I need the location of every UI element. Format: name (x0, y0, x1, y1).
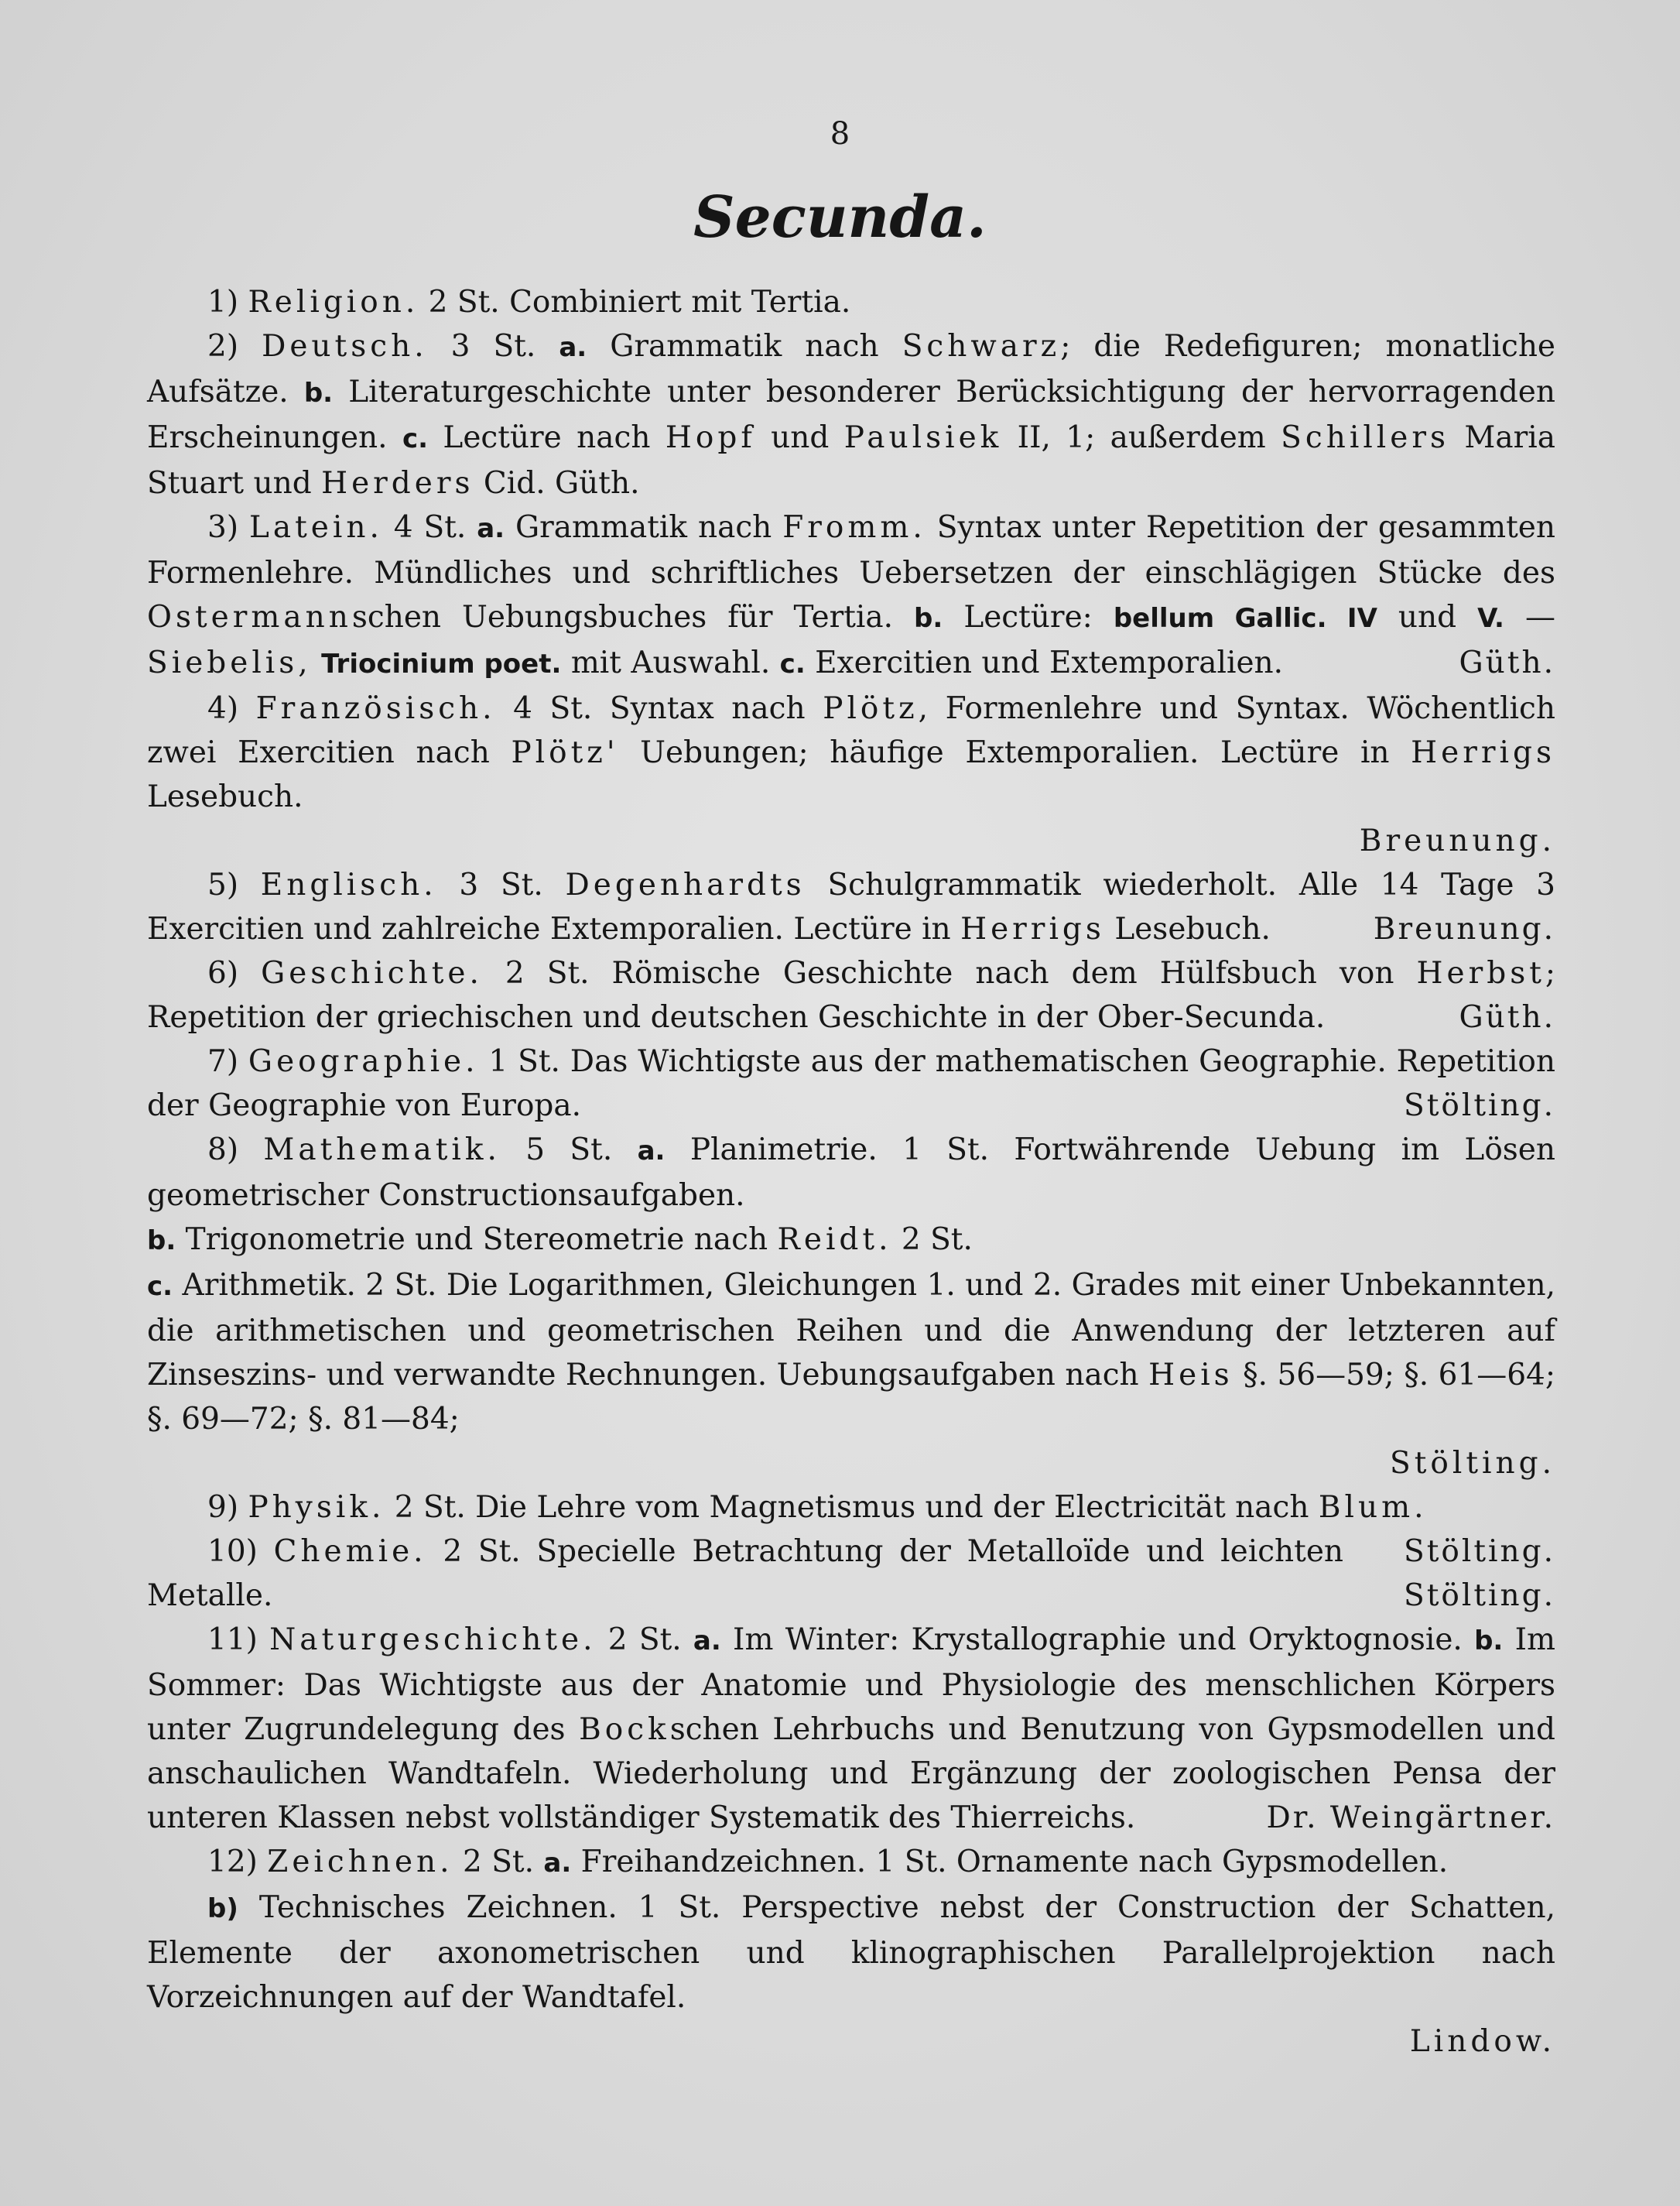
subject-name: Chemie. (273, 1534, 427, 1569)
item-marker: a. (559, 332, 587, 363)
curriculum-body (147, 280, 1555, 2064)
teacher-name: Stölting. (1390, 1446, 1555, 1481)
author-name: Hopf (665, 420, 756, 455)
section-number: 3) (207, 510, 239, 545)
subject-name: Geschichte. (261, 956, 483, 991)
section-text: Das Wichtigste aus der mathematischen Geographie. Repetition der Geographie von Europa. (147, 1044, 1556, 1123)
section-mathematik-b (147, 1218, 1555, 1263)
teacher-name: Breunung. (1359, 824, 1555, 858)
item-marker: a. (693, 1625, 721, 1656)
subject-name: Englisch. (260, 868, 437, 903)
author-name: Herrigs (960, 912, 1105, 947)
section-text: Literaturgeschichte unter besonderer Berücksichtigung der hervorragenden Erscheinungen. (147, 375, 1555, 455)
section-text: schen Lehrbuchs und Benutzung von Gypsmodellen und anschaulichen Wandtafeln. Wiederholung und Ergänzung der zoologischen Pensa der unteren Klassen nebst vollständiger Systematik des Thierreichs. (147, 1712, 1555, 1835)
section-number: 12) (207, 1845, 258, 1879)
teacher-name: Breunung. (1373, 912, 1555, 947)
latin-title: V. (1477, 603, 1504, 634)
section-text: Exercitien und Extemporalien. (815, 646, 1284, 680)
section-text: Im Sommer: Das Wichtigste aus der Anatomie und Physiologie des menschlichen Körpers unter Zugrundelegung des (147, 1622, 1556, 1747)
author-name: Plötz' (511, 735, 619, 770)
section-naturgeschichte (147, 1618, 1555, 1840)
item-marker: b. (147, 1225, 176, 1256)
section-number: 8) (207, 1132, 239, 1167)
section-text: 2 St. Specielle Betrachtung der Metalloïde und leichten Metalle. (147, 1534, 1344, 1613)
section-text: Uebungen; häufige Extemporalien. Lectüre in (640, 735, 1390, 770)
section-latein (147, 505, 1555, 687)
section-text: Syntax unter Repetition der gesammten Formenlehre. Mündliches und schriftliches Uebersetzen der einschlägigen Stücke des (147, 510, 1555, 591)
author-name: Herbst (1416, 956, 1545, 991)
section-text: Syntax nach (609, 691, 806, 726)
section-text: Trigonometrie und Stereometrie nach (185, 1222, 768, 1257)
section-text: ; Repetition der griechischen und deutschen Geschichte in der Ober-Secunda. (147, 956, 1556, 1035)
section-text: Planimetrie. 1 St. Fortwährende Uebung im Lösen geometrischer Constructionsaufgaben. (147, 1132, 1556, 1213)
item-marker: a. (637, 1136, 665, 1166)
section-text: mit Auswahl. (570, 646, 771, 680)
section-text: Maria Stuart und (147, 420, 1555, 501)
author-name: Fromm. (782, 510, 926, 545)
section-mathematik-c (147, 1263, 1555, 1441)
item-marker: b. (303, 378, 334, 409)
section-hours: 2 St. (607, 1622, 682, 1657)
teacher-name: Stölting. (1404, 1534, 1555, 1569)
section-text: II, 1; außerdem (1017, 420, 1266, 455)
author-name: Schwarz (902, 329, 1061, 364)
section-hours: 2 St. (505, 956, 590, 991)
teacher-name: Güth. (1459, 1000, 1555, 1035)
section-number: 6) (207, 956, 239, 991)
item-marker: a. (477, 513, 505, 544)
section-text: Lesebuch. (1114, 912, 1271, 947)
teacher-name: Lindow. (1409, 2024, 1555, 2059)
teacher-name: Stölting. (1404, 1088, 1555, 1123)
section-text: Arithmetik. 2 St. Die Logarithmen, Gleichungen 1. und 2. Grades mit einer Unbekannten, die arithmetischen und geometrischen Reihen und die Anwendung der letzteren auf Zinseszins- und verwandte Rechnungen. Uebungsaufgaben nach (147, 1268, 1556, 1392)
section-text: Technisches Zeichnen. 1 St. Perspective nebst der Construction der Schatten, Elemente der axonometrischen und klinographischen Parallelprojektion nach Vorzeichnungen auf der Wandtafel. (147, 1890, 1555, 2015)
latin-title: bellum Gallic. IV (1113, 603, 1377, 634)
section-text: Grammatik nach (515, 510, 772, 545)
subject-name: Naturgeschichte. (269, 1622, 597, 1657)
teacher-name: Güth. (1459, 646, 1555, 680)
item-marker: b. (1474, 1625, 1504, 1656)
teacher-name: Güth. (555, 466, 640, 501)
section-number: 11) (207, 1622, 258, 1657)
section-englisch (147, 863, 1555, 951)
subject-name: Latein. (248, 510, 383, 545)
section-text: und (1398, 600, 1457, 635)
section-hours: 4 St. (393, 510, 467, 545)
section-mathematik (147, 1128, 1555, 1218)
section-hours: 3 St. (450, 329, 536, 364)
section-number: 9) (207, 1490, 239, 1525)
subject-name: Geographie. (248, 1044, 479, 1079)
section-text: Schulgrammatik wiederholt. Alle 14 Tage 3 Exercitien und zahlreiche Extemporalien. Lectüre in (147, 868, 1555, 947)
author-name: Reidt. (777, 1222, 892, 1257)
section-text: und (771, 420, 830, 455)
section-text: Freihandzeichnen. 1 St. Ornamente nach Gypsmodellen. (580, 1845, 1449, 1879)
section-number: 2) (207, 329, 239, 364)
section-geschichte (147, 951, 1555, 1040)
teacher-line (147, 1441, 1555, 1485)
section-text: §. 56—59; §. 61—64; §. 69—72; §. 81—84; (147, 1358, 1555, 1437)
subject-name: Deutsch. (262, 329, 428, 364)
author-name: Heis (1148, 1358, 1233, 1392)
subject-name: Französisch. (255, 691, 496, 726)
teacher-name: Stölting. (1404, 1578, 1555, 1613)
section-text: Lectüre nach (443, 420, 651, 455)
section-number: 10) (207, 1534, 258, 1569)
subject-name: Religion. (248, 285, 419, 320)
section-number: 7) (207, 1044, 239, 1079)
page-title: Secunda. (693, 184, 987, 251)
teacher-name: Dr. Weingärtner. (1266, 1800, 1555, 1835)
section-text: Cid. (483, 466, 546, 501)
item-marker: c. (147, 1271, 173, 1302)
section-number: 5) (207, 868, 239, 903)
teacher-line (147, 819, 1555, 863)
section-text: — (1525, 600, 1555, 635)
author-name: Herders (321, 466, 474, 501)
section-text: 2 St. (901, 1222, 973, 1257)
section-text: schen Uebungsbuches für Tertia. (351, 600, 894, 635)
section-deutsch (147, 324, 1555, 505)
author-name: Degenhardts (565, 868, 806, 903)
author-name: Siebelis, (147, 646, 312, 680)
section-text: , Formenlehre und Syntax. Wöchentlich zwei Exercitien nach (147, 691, 1555, 770)
latin-title: Triocinium poet. (321, 649, 562, 680)
item-marker: c. (779, 649, 806, 680)
item-marker: b. (914, 603, 943, 634)
section-text: 2 St. Combiniert mit Tertia. (428, 285, 851, 320)
author-name: Blum. (1318, 1490, 1428, 1525)
section-text: Im Winter: Krystallographie und Oryktognosie. (733, 1622, 1463, 1657)
subject-name: Mathematik. (263, 1132, 501, 1167)
section-religion (147, 280, 1555, 324)
section-zeichnen (147, 1840, 1555, 1886)
section-text: 2 St. Die Lehre vom Magnetismus und der Electricität nach (394, 1490, 1309, 1525)
section-number: 1) (207, 285, 239, 320)
teacher-line (147, 2019, 1555, 2064)
author-name: Bock (579, 1712, 670, 1747)
section-text: Grammatik nach (610, 329, 879, 364)
item-marker: c. (402, 423, 429, 454)
item-marker: a. (543, 1848, 572, 1879)
author-name: Plötz (823, 691, 919, 726)
section-hours: 2 St. (462, 1845, 534, 1879)
item-marker: b) (207, 1893, 238, 1924)
author-name: Herrigs (1411, 735, 1555, 770)
section-hours: 4 St. (513, 691, 593, 726)
subject-name: Zeichnen. (267, 1845, 453, 1879)
section-zeichnen-b (147, 1886, 1555, 2019)
subject-name: Physik. (248, 1490, 385, 1525)
section-text: Lesebuch. (147, 779, 303, 814)
section-number: 4) (207, 691, 239, 726)
author-name: Ostermann (147, 600, 352, 635)
page-number: 8 (830, 116, 850, 152)
section-geographie (147, 1040, 1555, 1128)
section-text: ; die Redefiguren; monatliche Aufsätze. (147, 329, 1556, 409)
section-text: Lectüre: (963, 600, 1093, 635)
section-hours: 3 St. (459, 868, 543, 903)
section-franzoesisch (147, 687, 1555, 819)
section-hours: 1 St. (488, 1044, 560, 1079)
section-text: Römische Geschichte nach dem Hülfsbuch von (611, 956, 1394, 991)
author-name: Paulsiek (843, 420, 1003, 455)
section-hours: 5 St. (525, 1132, 613, 1167)
author-name: Schillers (1281, 420, 1450, 455)
